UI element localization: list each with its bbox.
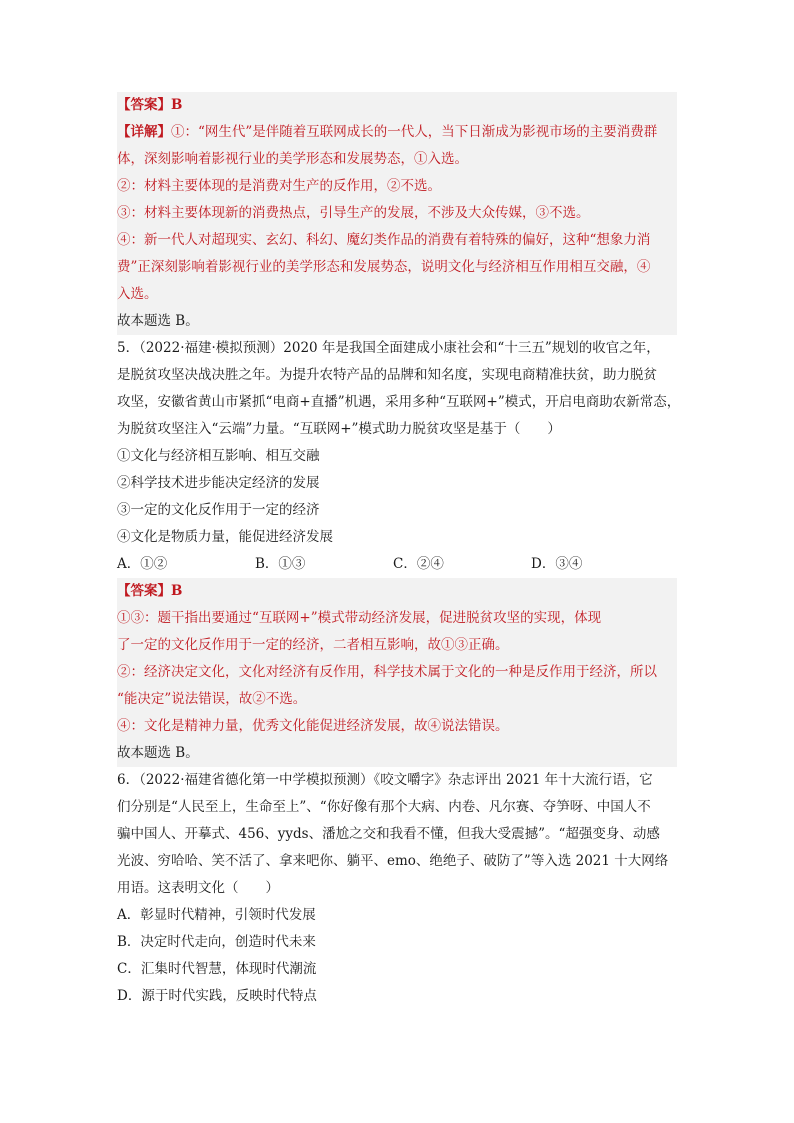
q5-option-c: C．②④ bbox=[393, 556, 444, 572]
answer-value: B bbox=[171, 97, 183, 113]
q6-stem-line-2: 骗中国人、开摹式、456、yyds、潘尬之交和我看不懂，但我大受震撼”。“超强变身、动感 bbox=[117, 826, 660, 842]
document-page bbox=[117, 92, 681, 1010]
answer-tag: 【答案】 bbox=[117, 97, 171, 113]
q4-detail-line-3: ③：材料主要体现新的消费热点，引导生产的发展，不涉及大众传媒，③不选。 bbox=[117, 205, 590, 221]
q5-stem-line-3: 为脱贫攻坚注入“云端”力量。“互联网+”模式助力脱贫攻坚是基于（ ） bbox=[117, 421, 561, 437]
q6-stem-line-4: 用语。这表明文化（ ） bbox=[117, 880, 279, 896]
q4-detail-line-0: 【详解】①：“网生代”是伴随着互联网成长的一代人，当下日渐成为影视市场的主要消费群 bbox=[117, 124, 658, 140]
q5-stem-line-1: 是脱贫攻坚决战决胜之年。为提升农特产品的品牌和知名度，实现电商精准扶贫，助力脱贫 bbox=[117, 367, 657, 383]
q5-option-b: B．①③ bbox=[255, 556, 306, 572]
q5-statement-3: ④文化是物质力量，能促进经济发展 bbox=[117, 529, 333, 545]
q5-detail-line-4: ④：文化是精神力量，优秀文化能促进经济发展，故④说法错误。 bbox=[117, 718, 509, 734]
q4-detail-line-1: 体，深刻影响着影视行业的美学形态和发展势态，①入选。 bbox=[117, 151, 468, 167]
q5-question bbox=[117, 335, 681, 578]
q5-answer-line bbox=[117, 578, 677, 605]
q6-option-a: A．彰显时代精神，引领时代发展 bbox=[117, 907, 316, 923]
q6-question bbox=[117, 767, 677, 1010]
q6-stem-line-3: 光波、穷哈哈、笑不活了、拿来吧你、躺平、emo、绝绝子、破防了”等入选 2021 十大网络 bbox=[117, 853, 669, 869]
q5-statement-1: ②科学技术进步能决定经济的发展 bbox=[117, 475, 320, 491]
detail-tag: 【详解】 bbox=[117, 124, 171, 140]
q6-option-b: B．决定时代走向，创造时代未来 bbox=[117, 934, 316, 950]
q5-statement-2: ③一定的文化反作用于一定的经济 bbox=[117, 502, 320, 518]
answer-tag: 【答案】 bbox=[117, 583, 171, 599]
q5-stem-line-2: 攻坚，安徽省黄山市紧抓“电商+直播”机遇，采用多种“互联网+”模式，开启电商助农新常态， bbox=[117, 394, 681, 410]
q6-option-c: C．汇集时代智慧，体现时代潮流 bbox=[117, 961, 317, 977]
q4-conclusion: 故本题选 B。 bbox=[117, 313, 199, 329]
q5-options bbox=[117, 551, 677, 578]
q5-answer-block bbox=[117, 578, 677, 767]
q4-detail-line-2: ②：材料主要体现的是消费对生产的反作用，②不选。 bbox=[117, 178, 441, 194]
q4-answer-line bbox=[117, 92, 677, 119]
q5-option-a: A．①② bbox=[117, 556, 168, 572]
q6-stem-line-0: 6．（2022·福建省德化第一中学模拟预测）《咬文嚼字》杂志评出 2021 年十大流行语，它 bbox=[117, 772, 653, 788]
q5-detail-line-2: ②：经济决定文化，文化对经济有反作用，科学技术属于文化的一种是反作用于经济，所以 bbox=[117, 664, 657, 680]
q5-statement-0: ①文化与经济相互影响、相互交融 bbox=[117, 448, 320, 464]
q4-answer-block bbox=[117, 92, 677, 335]
q4-detail-line-5: 费”正深刻影响着影视行业的美学形态和发展势态，说明文化与经济相互作用相互交融，④ bbox=[117, 259, 651, 275]
q5-conclusion: 故本题选 B。 bbox=[117, 745, 199, 761]
q5-stem-line-0: 5．（2022·福建·模拟预测）2020 年是我国全面建成小康社会和“十三五”规划的收官之年， bbox=[117, 340, 660, 356]
q6-stem-line-1: 们分别是“人民至上，生命至上”、“你好像有那个大病、内卷、凡尔赛、夺笋呀、中国人不 bbox=[117, 799, 651, 815]
answer-value: B bbox=[171, 583, 183, 599]
q5-detail-line-1: 了一定的文化反作用于一定的经济，二者相互影响，故①③正确。 bbox=[117, 637, 509, 653]
q5-option-d: D．③④ bbox=[531, 556, 583, 572]
q4-detail-line-4: ④：新一代人对超现实、玄幻、科幻、魔幻类作品的消费有着特殊的偏好，这种“想象力消 bbox=[117, 232, 651, 248]
q5-detail-line-3: “能决定”说法错误，故②不选。 bbox=[117, 691, 307, 707]
q4-detail-line-6: 入选。 bbox=[117, 286, 158, 302]
q6-option-d: D．源于时代实践，反映时代特点 bbox=[117, 988, 317, 1004]
q5-detail-line-0: ①③：题干指出要通过“互联网+”模式带动经济发展，促进脱贫攻坚的实现，体现 bbox=[117, 610, 602, 626]
